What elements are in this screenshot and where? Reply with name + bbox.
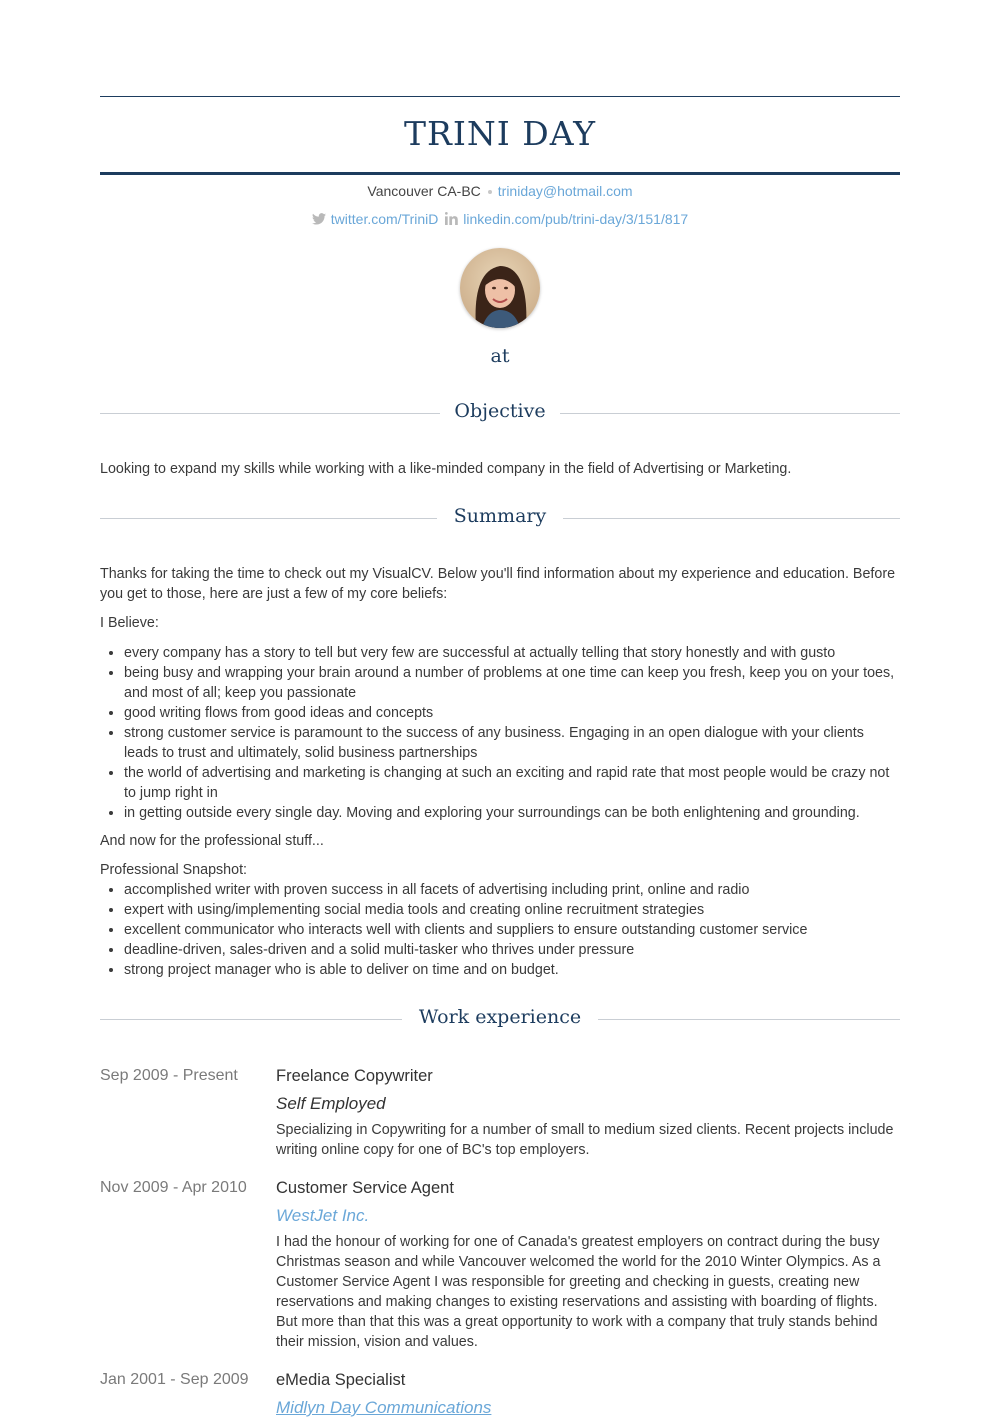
job-body xyxy=(276,1064,900,1160)
job-role: Freelance Copywriter xyxy=(276,1067,433,1085)
professional-intro: And now for the professional stuff... xyxy=(100,833,324,849)
job-description: I had the honour of working for one of Canada's greatest employers on contract during the busy Christmas season and while Vancouver welcomed the world for the 2010 Winter Olympics. As a Customer Service Agent I was responsible for greeting and checking in guests, creating new reservations and making changes to existing reservations and assisting with boarding of flights. But more than that this was a great opportunity to work with a company that truly stands behind their mission, vision and values. xyxy=(276,1234,881,1350)
snapshot-label: Professional Snapshot: xyxy=(100,862,248,878)
twitter-icon xyxy=(312,210,326,230)
list-item: • being busy and wrapping your brain around a number of problems at one time can keep you fresh, keep you on your toes, and most of all; keep you passionate xyxy=(124,663,900,703)
linkedin-link[interactable]: linkedin.com/pub/trini-day/3/151/817 xyxy=(463,211,689,227)
section-rule xyxy=(598,1019,900,1020)
job-body xyxy=(276,1368,900,1420)
section-title: Work experience xyxy=(418,1006,582,1028)
contact-line-social xyxy=(100,209,900,230)
section-title: Summary xyxy=(453,505,547,527)
job-company-link[interactable]: Midlyn Day Communications xyxy=(276,1398,492,1417)
job-dates: Sep 2009 - Present xyxy=(100,1067,238,1084)
snapshot-list xyxy=(100,880,900,980)
job-description: Specializing in Copywriting for a number of small to medium sized clients. Recent projects include writing online copy for one of BC's top employers. xyxy=(276,1122,894,1158)
job-company: Self Employed xyxy=(276,1094,386,1113)
section-rule xyxy=(560,413,900,414)
avatar xyxy=(460,248,540,328)
job-body xyxy=(276,1176,900,1352)
section-title: Objective xyxy=(454,400,546,422)
job-dates: Jan 2001 - Sep 2009 xyxy=(100,1371,249,1388)
headline: at xyxy=(490,345,510,367)
list-item: • expert with using/implementing social media tools and creating online recruitment strategies xyxy=(124,900,900,920)
objective-section-header xyxy=(100,396,900,426)
summary-section-header xyxy=(100,501,900,531)
objective-text: Looking to expand my skills while working with a like-minded company in the field of Advertising or Marketing. xyxy=(100,461,792,477)
list-item: • every company has a story to tell but very few are successful at actually telling that story honestly and with gusto xyxy=(124,643,900,663)
list-item: • deadline-driven, sales-driven and a solid multi-tasker who thrives under pressure xyxy=(124,940,900,960)
contact-line-primary xyxy=(100,181,900,201)
twitter-link[interactable]: twitter.com/TriniD xyxy=(330,211,439,227)
linkedin-icon xyxy=(445,210,458,230)
work-section-header xyxy=(100,1002,900,1032)
job-role: eMedia Specialist xyxy=(276,1371,406,1389)
job-company-link[interactable]: WestJet Inc. xyxy=(276,1206,370,1225)
header-bottom-rule xyxy=(100,172,900,175)
list-item: • strong customer service is paramount to the success of any business. Engaging in an open dialogue with your clients leads to trust and ultimately, solid business partnerships xyxy=(124,723,900,763)
list-item: • strong project manager who is able to deliver on time and on budget. xyxy=(124,960,900,980)
beliefs-list xyxy=(100,643,900,823)
email-link[interactable]: triniday@hotmail.com xyxy=(497,183,633,199)
list-item: • good writing flows from good ideas and concepts xyxy=(124,703,900,723)
candidate-name: TRINI DAY xyxy=(403,114,597,153)
list-item: • accomplished writer with proven success in all facets of advertising including print, online and radio xyxy=(124,880,900,900)
section-rule xyxy=(563,518,900,519)
dot-separator-icon xyxy=(488,190,492,194)
job-role: Customer Service Agent xyxy=(276,1179,454,1197)
list-item: • excellent communicator who interacts well with clients and suppliers to ensure outstanding customer service xyxy=(124,920,900,940)
list-item: • the world of advertising and marketing is changing at such an exciting and rapid rate that most people would be crazy not to jump right in xyxy=(124,763,900,803)
list-item: • in getting outside every single day. Moving and exploring your surroundings can be both enlightening and grounding. xyxy=(124,803,900,823)
summary-intro: Thanks for taking the time to check out my VisualCV. Below you'll find information about my experience and education. Before you get to those, here are just a few of my core beliefs: xyxy=(100,566,896,602)
believe-label: I Believe: xyxy=(100,615,159,631)
location: Vancouver CA-BC xyxy=(367,183,481,199)
header-top-rule xyxy=(100,96,900,97)
job-dates: Nov 2009 - Apr 2010 xyxy=(100,1179,247,1196)
